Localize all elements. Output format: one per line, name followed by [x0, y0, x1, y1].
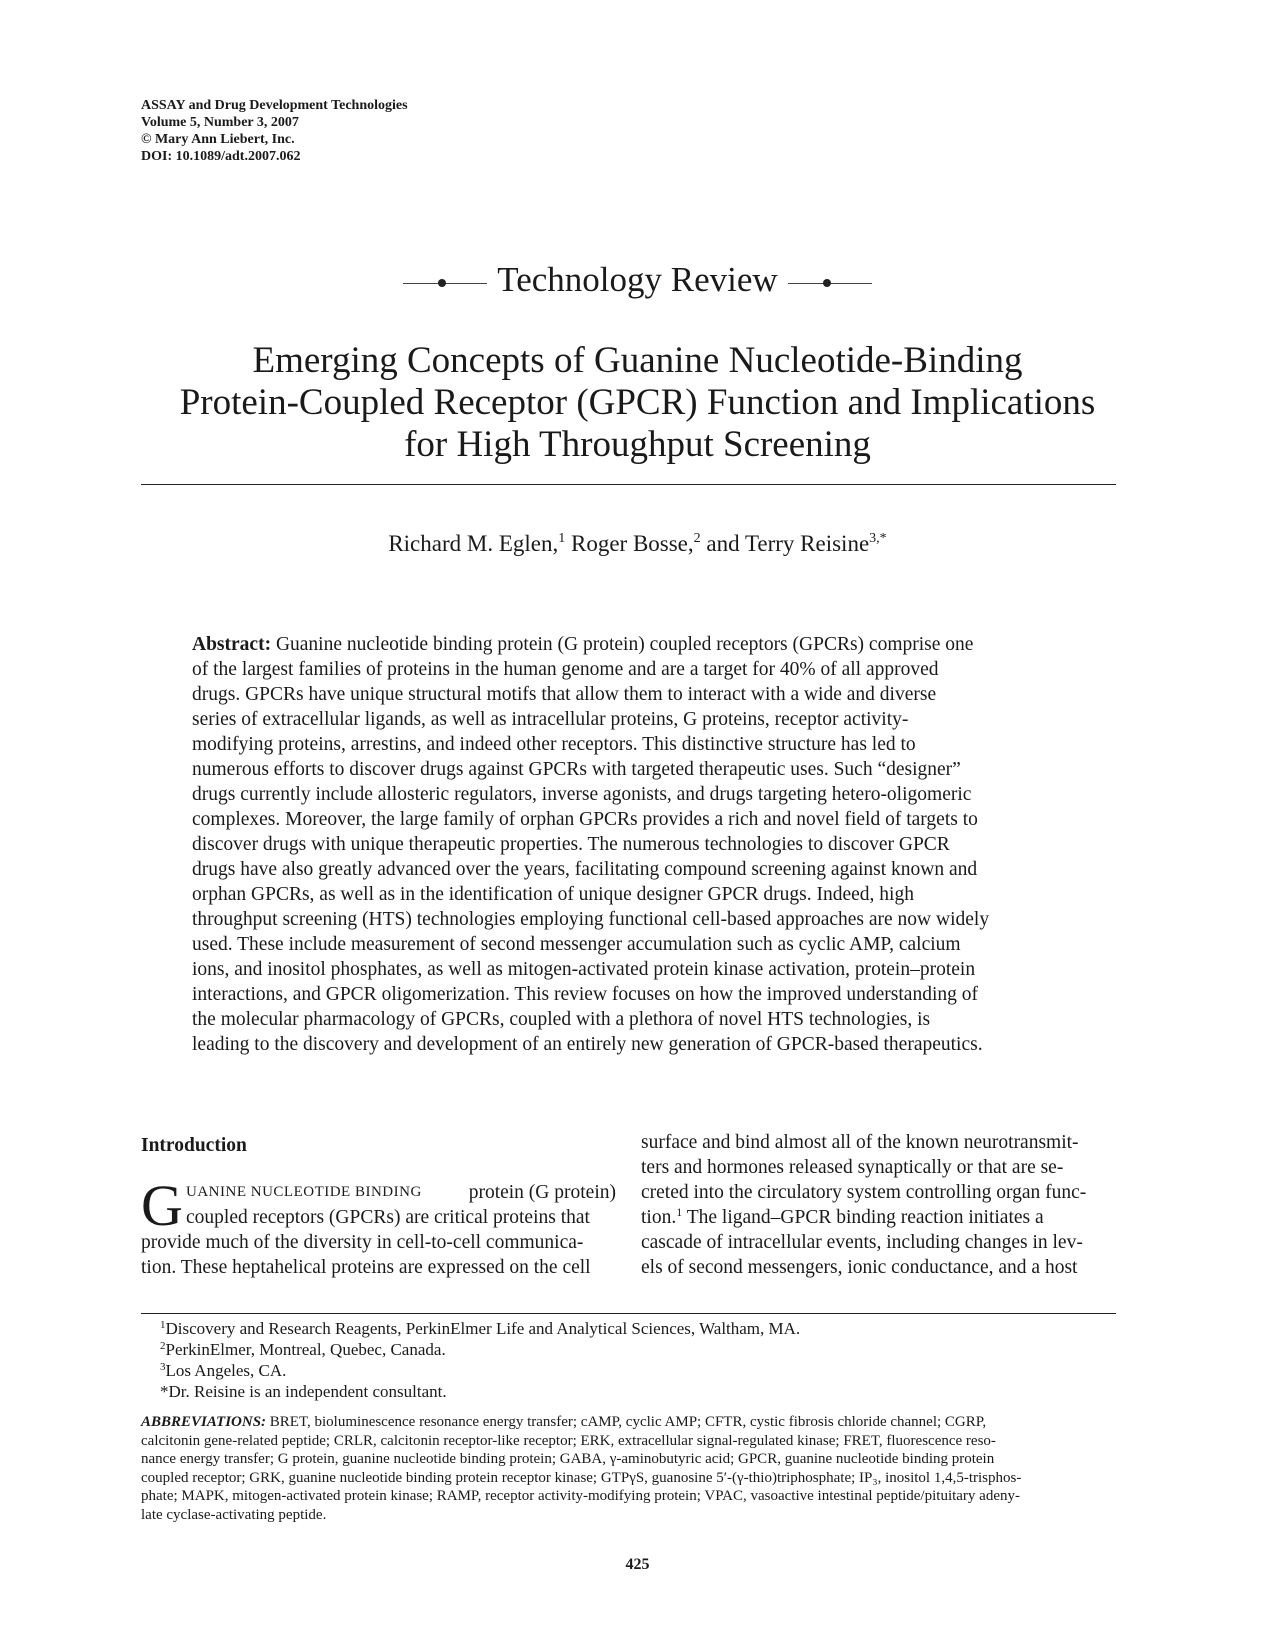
footnote-marker: 2	[160, 1340, 166, 1352]
abbreviations-line: nance energy transfer; G protein, guanine nucleotide binding protein; GABA, γ-aminobutyric acid; GPCR, guanine nucleotide binding protein	[141, 1451, 995, 1467]
abstract-line: drugs have also greatly advanced over the years, facilitating compound screening against known and	[192, 859, 978, 880]
footnote-text: PerkinElmer, Montreal, Quebec, Canada.	[165, 1340, 446, 1359]
abstract-line: orphan GPCRs, as well as in the identification of unique designer GPCR drugs. Indeed, high	[192, 884, 914, 905]
abstract-line: leading to the discovery and development of an entirely new generation of GPCR-based therapeutics.	[192, 1034, 983, 1055]
page-number: 425	[625, 1556, 650, 1573]
author-name: Richard M. Eglen,	[388, 531, 559, 556]
affiliation-marker: 3,*	[869, 531, 887, 546]
abstract-line: modifying proteins, arrestins, and indeed other receptors. This distinctive structure has led to	[192, 734, 916, 755]
abstract-line: throughput screening (HTS) technologies employing functional cell-based approaches are now widely	[192, 909, 990, 930]
abstract-line: numerous efforts to discover drugs against GPCRs with targeted therapeutic uses. Such “designer”	[192, 759, 961, 780]
affiliation-marker: 2	[693, 531, 701, 546]
journal-copyright: © Mary Ann Liebert, Inc.	[141, 132, 295, 147]
author-name: Roger Bosse,	[565, 531, 694, 556]
introduction-right-column	[641, 1130, 1116, 1280]
abstract-line: discover drugs with unique therapeutic properties. The numerous technologies to discover GPCR	[192, 834, 950, 855]
abstract-line: drugs. GPCRs have unique structural motifs that allow them to interact with a wide and diverse	[192, 684, 937, 705]
abstract-label: Abstract:	[192, 634, 272, 655]
title-line: for High Throughput Screening	[404, 424, 871, 465]
footnote-text: Discovery and Research Reagents, PerkinElmer Life and Analytical Sciences, Waltham, MA.	[165, 1319, 801, 1338]
introduction-left-column	[141, 1173, 616, 1280]
section-label-text: Technology Review	[497, 260, 778, 299]
journal-doi: DOI: 10.1089/adt.2007.062	[141, 149, 301, 164]
abbreviations-line: BRET, bioluminescence resonance energy transfer; cAMP, cyclic AMP; CFTR, cystic fibrosis chloride channel; CGRP,	[266, 1414, 987, 1430]
abbreviations-line: coupled receptor; GRK, guanine nucleotide binding protein receptor kinase; GTPγS, guanosine 5′-(γ-thio)triphosphate; IP₃, inositol 1,4,5-trisphos-	[141, 1469, 1022, 1486]
abbreviations-line: calcitonin gene-related peptide; CRLR, calcitonin receptor-like receptor; ERK, extracellular signal-regulated kinase; FRET, fluorescence reso-	[141, 1432, 996, 1449]
section-label	[0, 258, 1275, 302]
intro-text: protein (G protein)	[468, 1182, 616, 1203]
intro-line: tion. These heptahelical proteins are expressed on the cell	[141, 1257, 591, 1278]
abstract-line: complexes. Moreover, the large family of orphan GPCRs provides a rich and novel field of targets to	[192, 809, 978, 830]
abstract-line: ions, and inositol phosphates, as well as mitogen-activated protein kinase activation, protein–protein	[192, 959, 976, 980]
author-list	[0, 530, 1275, 558]
footnote	[160, 1360, 800, 1381]
intro-line	[641, 1205, 1116, 1230]
footnotes	[160, 1318, 800, 1402]
abstract-line: series of extracellular ligands, as well as intracellular proteins, G proteins, receptor activity-	[192, 709, 909, 730]
intro-text: The ligand–GPCR binding reaction initiates a	[682, 1207, 1044, 1228]
title-divider	[141, 484, 1116, 485]
citation-marker: 1	[676, 1205, 683, 1219]
article-title	[100, 340, 1175, 466]
journal-header	[141, 97, 408, 165]
intro-line: creted into the circulatory system controlling organ func-	[641, 1182, 1087, 1203]
footnote-marker: 3	[160, 1361, 166, 1373]
abstract-line: of the largest families of proteins in the human genome and are a target for 40% of all approved	[192, 659, 939, 680]
footnote-divider	[141, 1313, 1116, 1314]
footnote	[160, 1381, 800, 1402]
intro-line: coupled receptors (GPCRs) are critical proteins that	[186, 1207, 590, 1228]
abbreviations-label: ABBREVIATIONS:	[141, 1414, 267, 1430]
abbreviations-line: late cyclase-activating peptide.	[141, 1506, 327, 1523]
drop-cap: G	[141, 1173, 183, 1238]
abstract-line: interactions, and GPCR oligomerization. This review focuses on how the improved understanding of	[192, 984, 978, 1005]
introduction-heading: Introduction	[141, 1135, 247, 1156]
abbreviations-line: phate; MAPK, mitogen-activated protein kinase; RAMP, receptor activity-modifying protein; VPAC, vasoactive intestinal peptide/pituitary adeny-	[141, 1488, 1020, 1504]
journal-volume: Volume 5, Number 3, 2007	[141, 115, 299, 130]
abbreviations	[141, 1413, 1116, 1524]
footnote-marker: 1	[160, 1319, 166, 1331]
intro-line: ters and hormones released synaptically or that are se-	[641, 1157, 1064, 1178]
intro-line: surface and bind almost all of the known neurotransmit-	[641, 1132, 1079, 1153]
footnote-text: *Dr. Reisine is an independent consultant.	[160, 1382, 447, 1401]
abstract-line: used. These include measurement of second messenger accumulation such as cyclic AMP, calcium	[192, 934, 961, 955]
ornament-left-icon	[403, 276, 487, 290]
title-line: Protein-Coupled Receptor (GPCR) Function and Implications	[179, 382, 1096, 423]
intro-line: provide much of the diversity in cell-to-cell communica-	[141, 1232, 584, 1253]
intro-smallcaps: UANINE NUCLEOTIDE BINDING	[186, 1184, 422, 1200]
footnote-text: Los Angeles, CA.	[165, 1361, 287, 1380]
intro-line: els of second messengers, ionic conductance, and a host	[641, 1257, 1078, 1278]
author-name: and Terry Reisine	[700, 531, 870, 556]
intro-line: cascade of intracellular events, including changes in lev-	[641, 1232, 1083, 1253]
abstract-line: Guanine nucleotide binding protein (G protein) coupled receptors (GPCRs) comprise one	[271, 634, 974, 655]
abstract	[192, 632, 1082, 1057]
intro-text: tion.	[641, 1207, 677, 1228]
ornament-right-icon	[788, 276, 872, 290]
affiliation-marker: 1	[558, 531, 566, 546]
intro-line	[141, 1180, 616, 1205]
abstract-line: the molecular pharmacology of GPCRs, coupled with a plethora of novel HTS technologies, is	[192, 1009, 931, 1030]
journal-name: ASSAY and Drug Development Technologies	[141, 98, 408, 113]
abstract-line: drugs currently include allosteric regulators, inverse agonists, and drugs targeting hetero-oligomeric	[192, 784, 972, 805]
footnote	[160, 1339, 800, 1360]
footnote	[160, 1318, 800, 1339]
title-line: Emerging Concepts of Guanine Nucleotide-Binding	[252, 340, 1023, 381]
